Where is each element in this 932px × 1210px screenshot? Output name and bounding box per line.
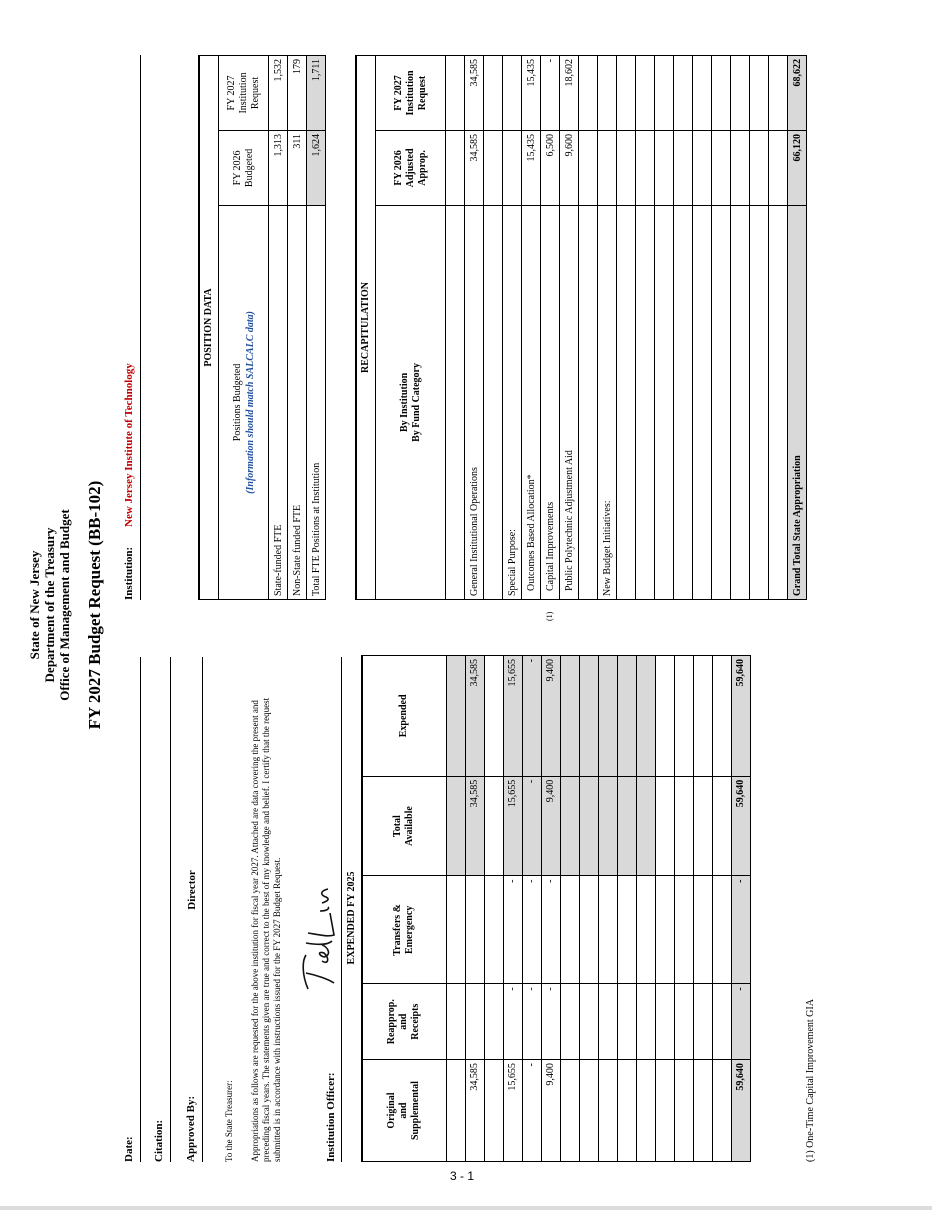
cell: - bbox=[503, 876, 522, 984]
cell: 9,400 bbox=[541, 1060, 560, 1162]
cell: 66,120 bbox=[788, 130, 807, 205]
expended-header: EXPENDED FY 2025 bbox=[346, 871, 357, 965]
cell: 15,655 bbox=[503, 776, 522, 876]
cell: Total FTE Positions at Institution bbox=[307, 205, 326, 599]
cell: Special Purpose: bbox=[503, 205, 522, 599]
col-total-available-label: Total Available bbox=[392, 806, 416, 847]
table-row bbox=[307, 56, 326, 600]
cell: 9,600 bbox=[560, 130, 579, 205]
officer-signature bbox=[298, 885, 338, 995]
department-name: Department of the Treasury bbox=[42, 527, 57, 683]
cell: State-funded FTE bbox=[269, 205, 288, 599]
cell: Non-State funded FTE bbox=[288, 205, 307, 599]
cell: 34,585 bbox=[465, 56, 484, 131]
expended-table bbox=[343, 655, 751, 1162]
col-fy27-request: FY 2027 Institution Request bbox=[225, 72, 261, 114]
cell: 15,435 bbox=[522, 56, 541, 131]
table-row bbox=[465, 56, 484, 600]
col-total-available bbox=[362, 776, 446, 876]
cell: 15,655 bbox=[503, 1060, 522, 1162]
state-name: State of New Jersey bbox=[27, 550, 42, 660]
grand-total-row bbox=[788, 56, 807, 600]
cell: Grand Total State Appropriation bbox=[788, 205, 807, 599]
citation-label: Citation: bbox=[153, 1119, 165, 1162]
recap-col-label: By Institution By Fund Category bbox=[398, 362, 422, 442]
date-label: Date: bbox=[123, 1136, 135, 1162]
cell: 18,602 bbox=[560, 56, 579, 131]
cell: 1,313 bbox=[269, 130, 288, 205]
col-fy26-budgeted: FY 2026 Budgeted bbox=[231, 148, 255, 188]
table-row bbox=[503, 656, 522, 1162]
cell: 6,500 bbox=[541, 130, 560, 205]
cell: - bbox=[541, 876, 560, 984]
position-data-title-text: POSITION DATA bbox=[203, 288, 214, 367]
table-row bbox=[560, 56, 579, 600]
cell: - bbox=[522, 1060, 541, 1162]
cell: - bbox=[522, 876, 541, 984]
cell: 68,622 bbox=[788, 56, 807, 131]
cell: 34,585 bbox=[465, 656, 484, 777]
officer-line bbox=[341, 657, 342, 1162]
cell: - bbox=[731, 876, 750, 984]
cell: Public Polytechnic Adjustment Aid bbox=[560, 205, 579, 599]
cell: 311 bbox=[288, 130, 307, 205]
salcalc-note: (Information should match SALCALC data) bbox=[244, 311, 256, 494]
positions-budgeted-label: Positions Budgeted bbox=[231, 363, 243, 442]
cell: Capital Improvements bbox=[544, 501, 556, 591]
approved-by-label: Approved By: bbox=[185, 1095, 197, 1162]
citation-line bbox=[170, 657, 171, 1162]
cell: - bbox=[503, 984, 522, 1060]
recapitulation-table bbox=[355, 55, 807, 621]
table-row bbox=[288, 56, 307, 600]
position-data-table bbox=[198, 55, 326, 600]
cell: 59,640 bbox=[731, 656, 750, 777]
cell: - bbox=[522, 776, 541, 876]
cell: - bbox=[541, 984, 560, 1060]
table-row bbox=[541, 656, 560, 1162]
viewer-bottom-strip bbox=[0, 1206, 932, 1210]
institution-name: New Jersey Institute of Technology bbox=[123, 363, 135, 527]
cell: 179 bbox=[288, 56, 307, 131]
header-block bbox=[27, 405, 72, 805]
totals-row bbox=[731, 656, 750, 1162]
col-expended-label: Expended bbox=[398, 694, 410, 738]
table-row bbox=[269, 56, 288, 600]
cell: 9,400 bbox=[541, 656, 560, 777]
cell: 9,400 bbox=[541, 776, 560, 876]
cell: - bbox=[731, 984, 750, 1060]
col-transfers-label: Transfers & Emergency bbox=[392, 904, 416, 956]
cell: 34,585 bbox=[465, 130, 484, 205]
cell: - bbox=[522, 984, 541, 1060]
table-row bbox=[541, 56, 560, 600]
institution-line bbox=[140, 55, 141, 600]
col-expended bbox=[362, 656, 446, 777]
office-name: Office of Management and Budget bbox=[57, 509, 72, 701]
positions-budgeted-header bbox=[219, 205, 269, 599]
footnote: (1) One-Time Capital Improvement GIA bbox=[805, 999, 816, 1162]
col-transfers bbox=[362, 876, 446, 984]
cell: 59,640 bbox=[731, 1060, 750, 1162]
cell: - bbox=[522, 656, 541, 777]
recap-title: RECAPITULATION bbox=[360, 282, 371, 373]
col-reapprop-label: Reapprop. and Receipts bbox=[386, 999, 422, 1045]
page-title: FY 2027 Budget Request (BB-102) bbox=[85, 480, 104, 730]
director-label: Director bbox=[186, 870, 198, 910]
table-row bbox=[465, 656, 484, 1162]
recap-col-fy26: FY 2026 Adjusted Approp. bbox=[392, 148, 428, 188]
cell: General Institutional Operations bbox=[465, 205, 484, 599]
cell bbox=[465, 876, 484, 984]
institution-officer-label: Institution Officer: bbox=[325, 1072, 337, 1162]
table-row bbox=[503, 56, 522, 600]
footnote-marker: (1) bbox=[544, 611, 554, 621]
col-original bbox=[362, 1060, 446, 1162]
cell: 59,640 bbox=[731, 776, 750, 876]
col-original-label: Original and Supplemental bbox=[386, 1081, 422, 1141]
page-number: 3 - 1 bbox=[449, 1168, 475, 1183]
cell: - bbox=[541, 56, 560, 131]
cell: 15,435 bbox=[522, 130, 541, 205]
recap-col-fy27: FY 2027 Institution Request bbox=[392, 70, 428, 116]
cell: 1,711 bbox=[307, 56, 326, 131]
approved-by-line bbox=[202, 657, 203, 1162]
salutation: To the State Treasurer: bbox=[224, 1080, 234, 1162]
cell: 15,655 bbox=[503, 656, 522, 777]
table-row bbox=[522, 56, 541, 600]
table-row bbox=[522, 656, 541, 1162]
cell bbox=[465, 984, 484, 1060]
cell: 34,585 bbox=[465, 776, 484, 876]
cell: 1,532 bbox=[269, 56, 288, 131]
date-line bbox=[140, 657, 141, 1162]
col-reapprop bbox=[362, 984, 446, 1060]
institution-label: Institution: bbox=[123, 546, 135, 600]
cell: 1,624 bbox=[307, 130, 326, 205]
cell: 34,585 bbox=[465, 1060, 484, 1162]
table-row bbox=[598, 56, 617, 600]
cell: New Budget Initiatives: bbox=[598, 205, 617, 599]
position-data-title bbox=[199, 56, 219, 600]
cell: Outcomes Based Allocation* bbox=[522, 205, 541, 599]
certification-text: Appropriations as follows are requested for the above institution for fiscal year 2027. Attached are data covering the present and preceding fiscal years. The statements given are true and correct to the best of my knowledge and belief. I certify that the request submitted is in accordance with instructions issued for the FY 2027 Budget Request. bbox=[250, 697, 282, 1162]
